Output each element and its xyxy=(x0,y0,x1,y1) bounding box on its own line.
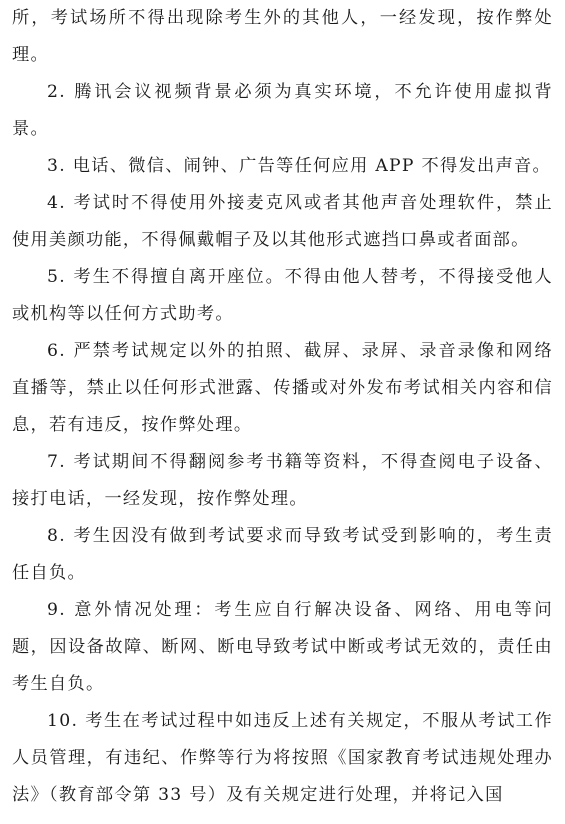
rule-item-8: 8. 考生因没有做到考试要求而导致考试受到影响的，考生责任自负。 xyxy=(12,526,553,583)
rule-item-6: 6. 严禁考试规定以外的拍照、截屏、录屏、录音录像和网络直播等，禁止以任何形式泄露、传播或对外发布考试相关内容和信息，若有违反，按作弊处理。 xyxy=(12,341,553,435)
rule-item-2: 2. 腾讯会议视频背景必须为真实环境，不允许使用虚拟背景。 xyxy=(12,82,553,139)
rule-item-3: 3. 电话、微信、闹钟、广告等任何应用 APP 不得发出声音。 xyxy=(47,156,551,176)
rule-item-4: 4. 考试时不得使用外接麦克风或者其他声音处理软件，禁止使用美颜功能，不得佩戴帽子及以其他形式遮挡口鼻或者面部。 xyxy=(12,193,553,250)
rule-item-5: 5. 考生不得擅自离开座位。不得由他人替考，不得接受他人或机构等以任何方式助考。 xyxy=(12,267,553,324)
paragraph-continuation: 所，考试场所不得出现除考生外的其他人，一经发现，按作弊处理。 xyxy=(12,8,553,65)
rule-item-10: 10. 考生在考试过程中如违反上述有关规定，不服从考试工作人员管理，有违纪、作弊等行为将按照《国家教育考试违规处理办法》（教育部令第 33 号）及有关规定进行处理，并将记入国 xyxy=(12,711,553,805)
rule-item-9: 9. 意外情况处理：考生应自行解决设备、网络、用电等问题，因设备故障、断网、断电导致考试中断或考试无效的，责任由考生自负。 xyxy=(12,600,553,694)
rule-item-7: 7. 考试期间不得翻阅参考书籍等资料，不得查阅电子设备、接打电话，一经发现，按作弊处理。 xyxy=(12,452,553,509)
